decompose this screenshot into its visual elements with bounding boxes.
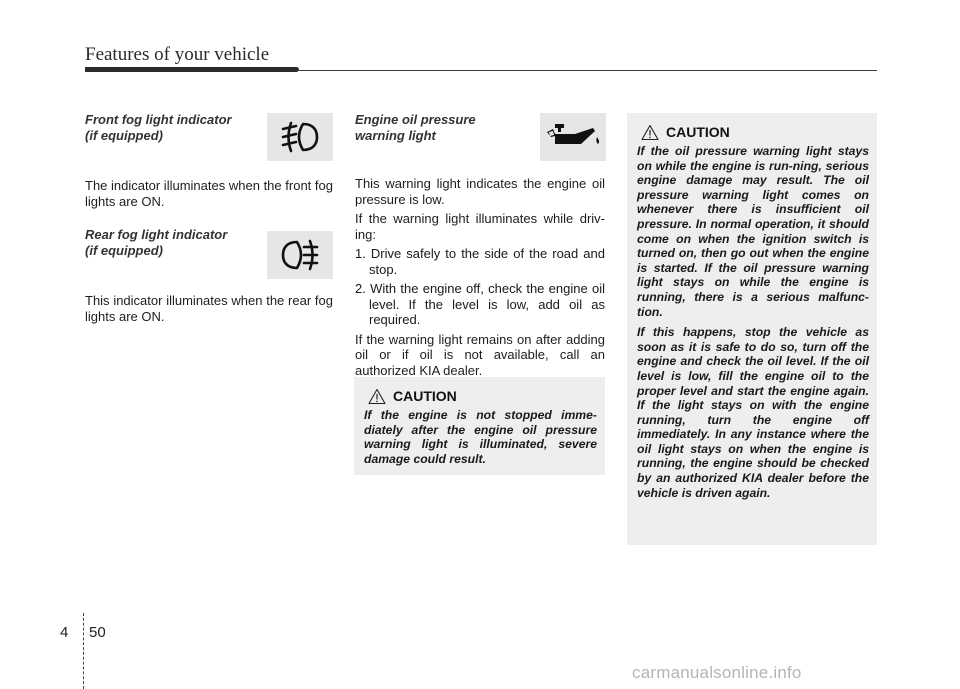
rear-fog-description: This indicator illuminates when the rear fog lights are ON. (85, 293, 333, 324)
caution-header (641, 123, 869, 141)
list-item: 1. Drive safely to the side of the road and stop. (355, 246, 605, 277)
oil-pressure-heading-block (355, 112, 605, 160)
front-fog-light-icon (267, 113, 333, 161)
caution-header (368, 387, 597, 405)
header-rule (299, 70, 877, 71)
oil-pressure-intro: This warning light indicates the engine oil pressure is low. (355, 176, 605, 207)
page-section-title: Features of your vehicle (85, 44, 270, 65)
oil-can-icon (540, 113, 606, 161)
oil-pressure-title: Engine oil pressure warning light (355, 112, 476, 143)
caution-text-paragraph-1: If the oil pressure warning light stays on while the engine is run-ning, serious engine damage may result. The oil pressure warning light comes on whenever there is insufficient oil pressure. In normal operation, it should come on when the ignition switch is turned on, then go out when the engine is started. If the oil pressure warning light stays on while the engine is running, there is a serious malfunc-tion. (637, 144, 869, 319)
page-number: 50 (89, 624, 106, 641)
rear-fog-heading-block (85, 227, 333, 275)
caution-label: CAUTION (666, 124, 730, 140)
caution-text: If the engine is not stopped imme-diately after the engine oil pressure warning light is illuminated, severe damage could result. (364, 408, 597, 466)
column-left (85, 112, 333, 324)
oil-pressure-steps (355, 246, 605, 328)
caution-box-oil-pressure (627, 113, 877, 545)
caution-box-engine-stop (354, 377, 605, 475)
list-item: 2. With the engine off, check the engine oil level. If the level is low, add oil as required. (355, 281, 605, 327)
chapter-number: 4 (60, 624, 69, 641)
footer-divider (83, 613, 84, 689)
front-fog-heading-block (85, 112, 333, 160)
header-accent-bar (85, 67, 299, 72)
warning-triangle-icon (641, 124, 659, 141)
site-watermark: carmanualsonline.info (632, 663, 802, 682)
front-fog-title: Front fog light indicator (if equipped) (85, 112, 232, 143)
caution-text-paragraph-2: If this happens, stop the vehicle as soon as it is safe to do so, turn off the engine and check the oil level. If the oil level is low, fill the engine oil to the proper level and start the engine again. If the light stays on with the engine running, turn the engine off immediately. In any instance where the oil light stays on when the engine is running, the engine should be checked by an authorized KIA dealer before the vehicle is driven again. (637, 325, 869, 500)
front-fog-description: The indicator illuminates when the front fog lights are ON. (85, 178, 333, 209)
rear-fog-light-icon (267, 231, 333, 279)
warning-triangle-icon (368, 388, 386, 405)
column-middle (355, 112, 605, 378)
oil-pressure-condition: If the warning light illuminates while driv-ing: (355, 211, 605, 242)
rear-fog-title: Rear fog light indicator (if equipped) (85, 227, 228, 258)
caution-label: CAUTION (393, 388, 457, 404)
oil-pressure-followup: If the warning light remains on after adding oil or if oil is not available, call an authorized KIA dealer. (355, 331, 605, 378)
